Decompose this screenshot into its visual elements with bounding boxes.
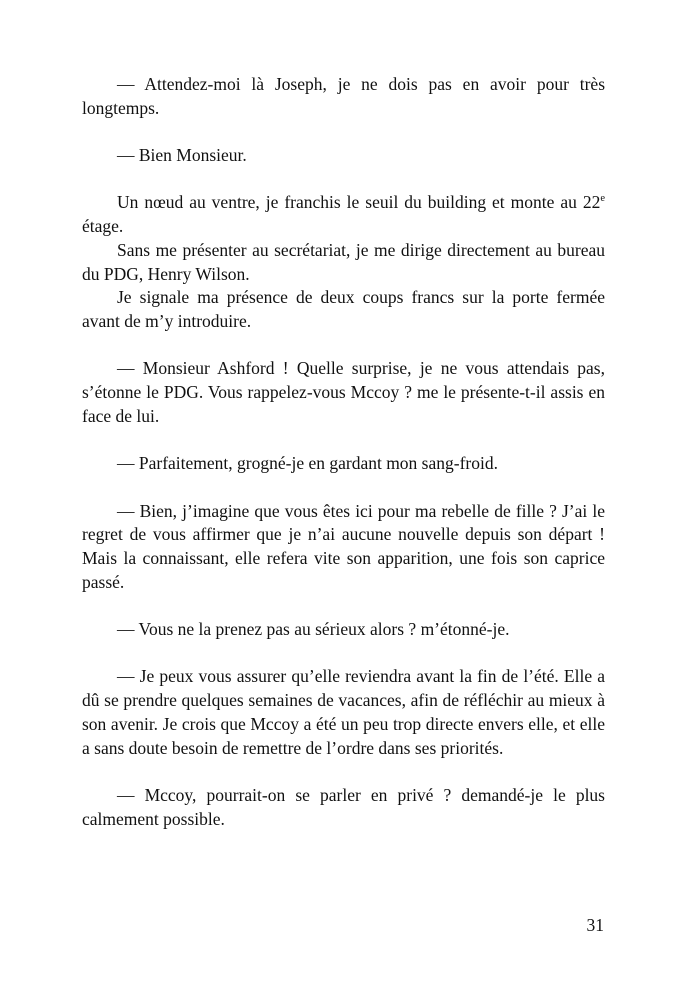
paragraph-3-text-end: étage. (82, 216, 124, 237)
paragraph-6: — Monsieur Ashford ! Quelle surprise, je ne vous attendais pas, s’étonne le PDG. Vous rappelez-vous Mccoy ? me le présente-t-il assis en face de lui. (82, 358, 605, 426)
ordinal-superscript: e (600, 193, 605, 205)
paragraph-4: Sans me présenter au secrétariat, je me dirige directement au bureau du PDG, Henry Wilson. (82, 239, 605, 284)
paragraph-11: — Mccoy, pourrait-on se parler en privé ? demandé-je le plus calmement possible. (82, 784, 605, 829)
page-number: 31 (586, 915, 604, 935)
paragraph-1: — Attendez-moi là Joseph, je ne dois pas en avoir pour très longtemps. (82, 74, 605, 118)
paragraph-7: — Parfaitement, grogné-je en gardant mon sang-froid. (117, 453, 498, 474)
paragraph-3 (82, 191, 605, 238)
paragraph-10: — Je peux vous assurer qu’elle reviendra avant la fin de l’été. Elle a dû se prendre quelques semaines de vacances, afin de réfléchir au mieux à son avenir. Je crois que Mccoy a été un peu trop directe envers elle, et elle a sans doute besoin de remettre de l’ordre dans ses priorités. (82, 666, 605, 758)
paragraph-8: — Bien, j’imagine que vous êtes ici pour ma rebelle de fille ? J’ai le regret de vous affirmer que je n’ai aucune nouvelle depuis son départ ! Mais la connaissant, elle refera vite son apparition, une fois son caprice passé. (82, 500, 605, 592)
page-body (82, 73, 605, 831)
paragraph-5: Je signale ma présence de deux coups francs sur la porte fermée avant de m’y introduire. (82, 287, 605, 331)
paragraph-9: — Vous ne la prenez pas au sérieux alors ? m’étonné-je. (117, 619, 510, 640)
paragraph-2: — Bien Monsieur. (117, 145, 247, 166)
paragraph-3-text: Un nœud au ventre, je franchis le seuil du building et monte au 22 (117, 192, 601, 213)
